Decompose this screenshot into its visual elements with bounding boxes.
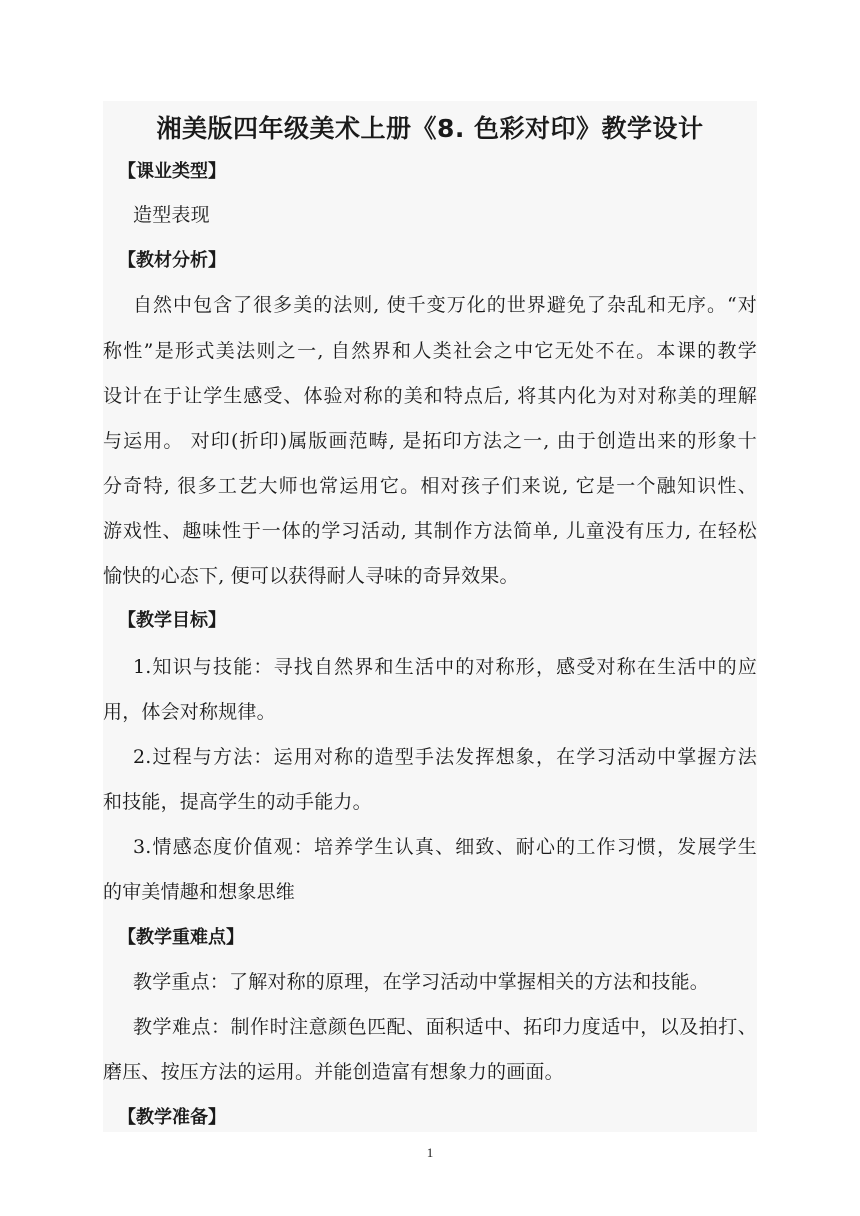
goal-1-line: 1.知识与技能：寻找自然界和生活中的对称形，感受对称在生活中的应 [133, 656, 757, 678]
analysis-line: 与运用。 对印(折印)属版画范畴, 是拓印方法之一, 由于创造出来的形象十 [103, 430, 757, 452]
goal-3-line: 3.情感态度价值观：培养学生认真、细致、耐心的工作习惯，发展学生 [133, 836, 757, 858]
preparation-heading: 【教学准备】 [118, 1107, 226, 1128]
difficulty-line: 教学难点：制作时注意颜色匹配、面积适中、拓印力度适中，以及拍打、 [133, 1016, 757, 1038]
analysis-line: 游戏性、趣味性于一体的学习活动, 其制作方法简单, 儿童没有压力, 在轻松 [103, 520, 757, 542]
difficulty-line: 磨压、按压方法的运用。并能创造富有想象力的画面。 [103, 1061, 564, 1083]
lesson-type-text: 造型表现 [133, 204, 210, 226]
goal-2-line: 和技能，提高学生的动手能力。 [103, 791, 372, 813]
analysis-line: 自然中包含了很多美的法则, 使千变万化的世界避免了杂乱和无序。“对 [133, 294, 757, 316]
goals-heading: 【教学目标】 [118, 610, 226, 631]
key-points-heading: 【教学重难点】 [118, 927, 244, 948]
key-point-text: 教学重点：了解对称的原理，在学习活动中掌握相关的方法和技能。 [133, 971, 710, 993]
analysis-line: 愉快的心态下, 便可以获得耐人寻味的奇异效果。 [103, 565, 519, 587]
page-number: 1 [426, 1145, 434, 1160]
analysis-heading: 【教材分析】 [118, 250, 226, 271]
lesson-type-heading: 【课业类型】 [118, 161, 226, 182]
analysis-line: 设计在于让学生感受、体验对称的美和特点后, 将其内化为对对称美的理解 [103, 385, 757, 407]
analysis-line: 分奇特, 很多工艺大师也常运用它。相对孩子们来说, 它是一个融知识性、 [103, 475, 757, 497]
goal-3-line: 的审美情趣和想象思维 [103, 881, 296, 903]
goal-2-line: 2.过程与方法：运用对称的造型手法发挥想象，在学习活动中掌握方法 [133, 746, 757, 768]
document-title: 湘美版四年级美术上册《8. 色彩对印》教学设计 [156, 114, 704, 143]
analysis-line: 称性”是形式美法则之一, 自然界和人类社会之中它无处不在。本课的教学 [103, 340, 757, 362]
goal-1-line: 用，体会对称规律。 [103, 701, 276, 723]
